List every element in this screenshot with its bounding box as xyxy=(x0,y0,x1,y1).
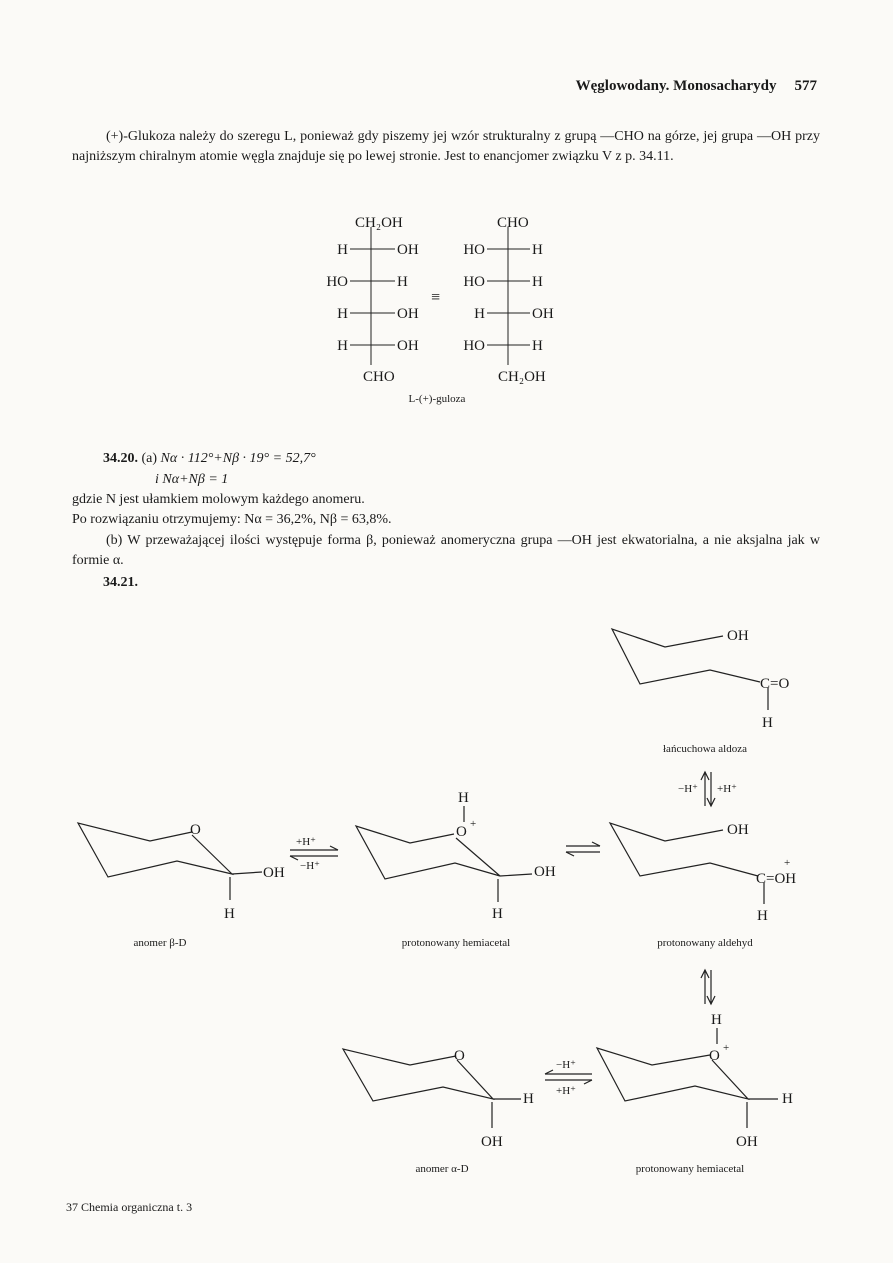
fischer-right-r2-r: H xyxy=(532,274,543,290)
beta-oh-label: OH xyxy=(263,865,285,881)
chain-oh-label: OH xyxy=(727,628,749,644)
intro-paragraph: (+)-Glukoza należy do szeregu L, ponieważ gdy piszemy jej wzór strukturalny z grupą —CHO na górze, jej grupa —OH przy najniższym chiralnym atomie węgla znajduje się po lewej stronie. Jest to enancjomer związku V z p. 34.11. xyxy=(72,129,820,164)
caption-prot-aldehyde: protonowany aldehyd xyxy=(657,937,753,949)
fischer-projections xyxy=(300,205,600,415)
arrow-vert-plus-h: +H⁺ xyxy=(717,783,737,795)
fischer-caption: L-(+)-guloza xyxy=(408,393,466,405)
fischer-right-r3-r: OH xyxy=(532,306,554,322)
arrow-beta-to-prot xyxy=(290,846,338,860)
fischer-left-r3-r: OH xyxy=(397,306,419,322)
beta-o-label: O xyxy=(190,822,201,838)
prot-hemiacetal-structure xyxy=(356,806,532,902)
arrow1-plus-h: +H⁺ xyxy=(296,836,316,848)
caption-prot-hemiacetal: protonowany hemiacetal xyxy=(401,937,511,949)
fischer-left-top: CH₂OH xyxy=(355,215,403,231)
arrow3-minus-h: −H⁺ xyxy=(556,1059,576,1071)
hemi2-o-label: O xyxy=(709,1048,720,1064)
alpha-h-label: H xyxy=(523,1091,534,1107)
alpha-o-label: O xyxy=(454,1048,465,1064)
caption-alpha-anomer: anomer α-D xyxy=(415,1163,469,1175)
fischer-right-top: CHO xyxy=(497,215,529,231)
fischer-right-r4-r: H xyxy=(532,338,543,354)
aldehyde-h-label: H xyxy=(757,908,768,924)
beta-anomer-structure xyxy=(78,823,262,900)
fischer-left-r1-l: H xyxy=(337,242,348,258)
footer-note: 37 Chemia organiczna t. 3 xyxy=(66,1200,193,1214)
fischer-right-r1-l: HO xyxy=(463,242,485,258)
fischer-left-r2-r: H xyxy=(397,274,408,290)
fischer-left-r4-l: H xyxy=(337,338,348,354)
fischer-left-r2-l: HO xyxy=(326,274,348,290)
fischer-left-r4-r: OH xyxy=(397,338,419,354)
hemi2-plus-label: + xyxy=(723,1042,730,1054)
alpha-oh-label: OH xyxy=(481,1134,503,1150)
hemi-h-bottom-label: H xyxy=(492,906,503,922)
caption-chain-aldose: łańcuchowa aldoza xyxy=(663,743,747,755)
s3420-line4: Po rozwiązaniu otrzymujemy: Nα = 36,2%, Nβ = 63,8%. xyxy=(72,512,392,527)
arrow-aldehyde-to-hemiacetal2 xyxy=(701,970,715,1004)
hemi-plus-label: + xyxy=(470,818,477,830)
s3420-line3: gdzie N jest ułamkiem molowym każdego anomeru. xyxy=(72,492,365,507)
s3421-number: 34.21. xyxy=(103,575,138,590)
chain-h-label: H xyxy=(762,715,773,731)
arrow3-plus-h: +H⁺ xyxy=(556,1085,576,1097)
aldehyde-ceqoh-label: C=OH xyxy=(756,871,797,887)
fischer-right-r1-r: H xyxy=(532,242,543,258)
fischer-right-r2-l: HO xyxy=(463,274,485,290)
alpha-anomer-structure xyxy=(343,1049,521,1128)
caption-beta-anomer: anomer β-D xyxy=(133,937,187,949)
running-header xyxy=(576,78,817,95)
prot-hemiacetal2-structure xyxy=(597,1028,778,1128)
fischer-right-r3-l: H xyxy=(474,306,485,322)
arrow-aldehyde-to-chain xyxy=(701,772,715,806)
s3420-eq1-label: (a) xyxy=(141,451,158,466)
aldehyde-oh-label: OH xyxy=(727,822,749,838)
s3420-line1 xyxy=(103,449,316,469)
reaction-scheme xyxy=(0,600,893,1190)
arrow1-minus-h: −H⁺ xyxy=(300,860,320,872)
fischer-left-bottom: CHO xyxy=(363,369,395,385)
fischer-equiv: ≡ xyxy=(431,289,441,306)
fischer-right-bottom: CH₂OH xyxy=(498,369,546,385)
arrow-alpha-to-hemiacetal2 xyxy=(545,1070,592,1084)
arrow-vert-minus-h: −H⁺ xyxy=(678,783,698,795)
s3420-paragraph-b: (b) W przeważającej ilości występuje forma β, ponieważ anomeryczna grupa —OH jest ekwatorialna, a nie aksjalna jak w formie α. xyxy=(72,533,820,568)
beta-h-label: H xyxy=(224,906,235,922)
hemi-o-label: O xyxy=(456,824,467,840)
s3420-eq1: Nα · 112°+Nβ · 19° = 52,7° xyxy=(160,451,316,466)
fischer-right-r4-l: HO xyxy=(463,338,485,354)
fischer-left-r3-l: H xyxy=(337,306,348,322)
page-number: 577 xyxy=(794,78,817,94)
running-title: Węglowodany. Monosacharydy xyxy=(575,78,777,94)
hemi2-h-right-label: H xyxy=(782,1091,793,1107)
hemi-h-top-label: H xyxy=(458,790,469,806)
chain-ceqo-label: C=O xyxy=(760,676,790,692)
s3420-eq2: i Nα+Nβ = 1 xyxy=(155,472,229,487)
fischer-left-r1-r: OH xyxy=(397,242,419,258)
hemi2-oh-label: OH xyxy=(736,1134,758,1150)
s3420-number: 34.20. xyxy=(103,451,138,466)
aldehyde-plus-label: + xyxy=(784,857,791,869)
caption-prot-hemiacetal2: protonowany hemiacetal xyxy=(635,1163,745,1175)
hemi-oh-label: OH xyxy=(534,864,556,880)
arrow-prot-to-aldehyde xyxy=(566,842,600,856)
hemi2-h-top-label: H xyxy=(711,1012,722,1028)
